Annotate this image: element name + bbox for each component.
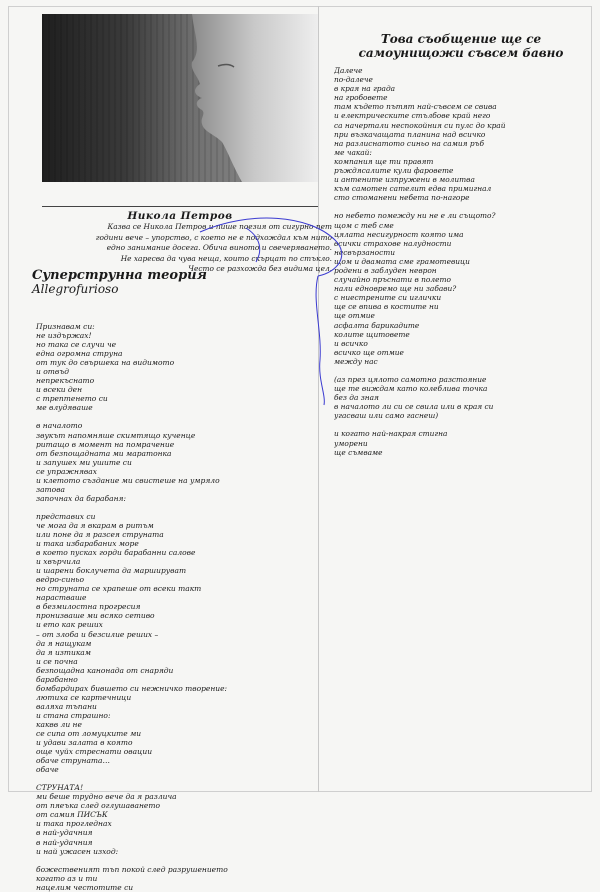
left-poem-line: ме влудяваше <box>36 403 93 413</box>
left-poem-line: че мога да я вкарам в ритъм <box>36 520 154 530</box>
right-poem-line: и всичко <box>334 338 368 348</box>
left-poem-body <box>36 322 316 892</box>
left-poem-line: от пяеъка след оглушаването <box>36 801 160 811</box>
right-poem-line: асфалта барикадите <box>334 320 420 330</box>
right-poem-line: колите щитовете <box>334 329 410 339</box>
left-poem-line: ритащо в момент на помрачение <box>36 439 175 449</box>
left-poem-line: обаче <box>36 765 59 775</box>
right-poem-line: по-далече <box>334 75 373 85</box>
left-poem-line: каквв ли не <box>36 719 82 729</box>
right-poem-line: цялата несигурност която има <box>334 229 464 239</box>
right-poem-line: и когато най-накрая стигна <box>334 429 448 439</box>
stanza-gap <box>334 366 592 375</box>
left-poem-line: нарастваше <box>36 593 87 603</box>
left-poem-line: от самия ПИСЪК <box>36 810 108 820</box>
left-poem-line: една огромна струна <box>36 349 123 359</box>
left-poem-line: да я изтикам <box>36 647 91 657</box>
right-poem-body <box>334 66 592 457</box>
left-poem-line: и шарени боклучета да маршируват <box>36 566 187 576</box>
right-poem-line: са начертали неспокойния си пулс до край <box>334 120 506 130</box>
stanza-gap <box>36 774 316 783</box>
left-poem-line: се упражнявах <box>36 466 97 476</box>
right-poem-line: без да зная <box>334 393 379 403</box>
right-poem-line: на гробовете <box>334 93 388 103</box>
right-poem-line: компания ще ти правят <box>334 156 434 166</box>
left-poem-line: в началото <box>36 421 83 431</box>
left-poem-line: затова <box>36 484 66 494</box>
left-poem-line: ми беше трудно вече да я различа <box>36 792 177 802</box>
left-poem-line: и така избарабаних море <box>36 539 139 549</box>
right-poem-line: между нас <box>334 356 378 366</box>
left-poem-line: в безмилостна прогресия <box>36 602 141 612</box>
left-poem-line: бомбардирах бившето си нежничко творение: <box>36 683 228 693</box>
left-poem-line: Признавам си: <box>36 322 95 331</box>
left-poem-line: в най-удачния <box>36 837 93 847</box>
left-poem-line: и всеки ден <box>36 385 83 395</box>
right-poem-line: ще се впива в костите ни <box>334 302 439 312</box>
intro-line: Не харесва да чува неща, които скърцат по стъкло. <box>120 253 332 263</box>
right-poem-line: ще съмваме <box>334 447 383 457</box>
column-fold <box>318 6 319 792</box>
left-poem-line: но така се случи че <box>36 340 117 350</box>
left-poem-line: барабанно <box>36 674 78 684</box>
face-shape <box>192 14 318 182</box>
left-poem-line: и се почна <box>36 656 78 666</box>
right-poem-line: там където пътят най-съвсем се свива <box>334 102 497 112</box>
left-poem-line: безпощадна канонада от снаряди <box>36 665 174 675</box>
left-poem-line: и запушех ми ушите си <box>36 457 132 467</box>
right-poem-line: щом с теб сме <box>334 220 394 230</box>
left-poem-line: и клетото създание ми свистеше на умряло <box>36 475 220 485</box>
right-poem-line: при възкачащата планина над всичко <box>334 129 486 139</box>
right-poem-title: Това съобщение ще се самоунищожи съвсем бавно <box>358 32 564 60</box>
left-poem-line: нацелим честотите си <box>36 882 134 892</box>
left-poem-line: да я нащукам <box>36 638 92 648</box>
right-poem-line: (аз през цялото самотно разстояние <box>334 375 487 384</box>
left-poem-line: и стана страшно: <box>36 710 111 720</box>
left-poem-line: СТРУНАТА! <box>36 783 84 793</box>
right-poem-line: към самотен сателит едва примигнал <box>334 184 492 194</box>
stanza-gap <box>334 202 592 211</box>
right-poem-line: Далече <box>334 66 363 75</box>
left-poem-line: не издържах! <box>36 331 92 341</box>
right-poem-line: всичко ще отмие <box>334 347 404 357</box>
left-poem-line: звукът напомняше скимтящо кученце <box>36 430 196 440</box>
left-poem-line: – от злоба и безсилие реших – <box>36 629 159 639</box>
intro-line: Често се разхожда без видима цел. <box>188 264 332 273</box>
right-poem-line: и антените изпружени в молитва <box>334 175 475 185</box>
right-poem-line: сто стоманени небета по-нагоре <box>334 193 470 203</box>
right-poem-line: нали едновремо ще ни забави? <box>334 284 457 294</box>
left-poem-line: божественият тъп покой след разрушението <box>36 864 228 874</box>
author-name: Никола Петров <box>42 206 318 222</box>
right-poem-line: ще те виждам като колеблива точка <box>334 384 488 394</box>
right-poem-line: угасваш или само гаснеш) <box>334 411 439 421</box>
left-poem-line: валяха тъпани <box>36 701 97 711</box>
left-poem-line: от безпощадната ми маратонка <box>36 448 172 458</box>
right-poem-line: ръждясалите кули фаровете <box>334 166 454 176</box>
intro-line: Казва се Никола Петров и пише поезия от сигурно пет <box>107 222 332 231</box>
right-poem-line: в началото ли си се свила или в края си <box>334 402 494 412</box>
right-poem-line: щом и двамата сме грамотевици <box>334 256 470 266</box>
left-poem-subtitle: Allegrofurioso <box>32 282 119 296</box>
right-poem-line: родени в заблуден неврон <box>334 265 437 275</box>
left-poem-line: представих си <box>36 511 96 521</box>
left-poem-line: пронизваше ми всяко сетиво <box>36 611 155 621</box>
left-poem-line: от тук до свършека на видимото <box>36 358 175 368</box>
left-poem-line: и хвърчила <box>36 557 81 567</box>
left-poem-line: още чуйх стреснати овации <box>36 747 153 757</box>
right-poem-line: на разлиснатото синьо на самия ръб <box>334 138 484 148</box>
right-poem-line: в края на града <box>334 84 396 94</box>
right-poem-line: несвързаности <box>334 247 396 257</box>
left-poem-line: непрекъснато <box>36 376 95 386</box>
left-poem-line: лютиха се картечници <box>36 692 132 702</box>
stanza-gap <box>36 503 316 512</box>
face-profile-photo <box>42 14 318 182</box>
left-poem-line: и най ужасен изход: <box>36 846 119 856</box>
author-intro <box>42 222 332 275</box>
left-poem-line: обаче струната… <box>36 756 111 766</box>
left-poem-line: с трептенето си <box>36 394 108 404</box>
left-poem-line: и удави залата в която <box>36 738 133 748</box>
intro-line: години вече – упорство, с което не е подхождал към нито <box>95 232 332 242</box>
right-poem-line: случайно пръснати в полето <box>334 275 451 285</box>
right-poem-line: ме чакай: <box>334 147 372 157</box>
left-poem-line: започнах да барабаня: <box>36 493 127 503</box>
stanza-gap <box>36 412 316 421</box>
intro-line: едно занимание досега. Обича виното и свечеряването. <box>106 243 332 252</box>
left-poem-line: и така прогледнах <box>36 819 112 829</box>
left-poem-line: или поне да я разсея струната <box>36 529 164 539</box>
right-poem-line: но небето помежду ни не е ли същото? <box>334 211 496 221</box>
left-poem-line: но струната се храпеше от всеки такт <box>36 584 202 594</box>
right-poem-line: и електрическите стълбове край него <box>334 111 491 121</box>
right-poem-line: ще отмие <box>334 311 375 321</box>
right-poem-line: всички страхове налудности <box>334 238 452 248</box>
left-poem-line: се сипа от ломуцките ми <box>36 729 142 739</box>
left-poem-line: в най-удачния <box>36 828 93 838</box>
face-profile-illustration <box>42 14 318 182</box>
stanza-gap <box>36 856 316 865</box>
right-poem-line: уморени <box>334 438 368 448</box>
left-poem-line: и отвъд <box>36 367 69 377</box>
left-poem-line: ведро-синьо <box>36 575 84 585</box>
stanza-gap <box>334 420 592 429</box>
right-poem-line: с ниестрените си иглички <box>334 293 442 303</box>
left-poem-line: когато аз и ти <box>36 873 98 883</box>
left-poem-line: в което пусках горди барабанни салове <box>36 548 196 558</box>
left-poem-line: и ето как реших <box>36 620 103 630</box>
left-poem-title: Суперструнна теория <box>32 268 207 283</box>
